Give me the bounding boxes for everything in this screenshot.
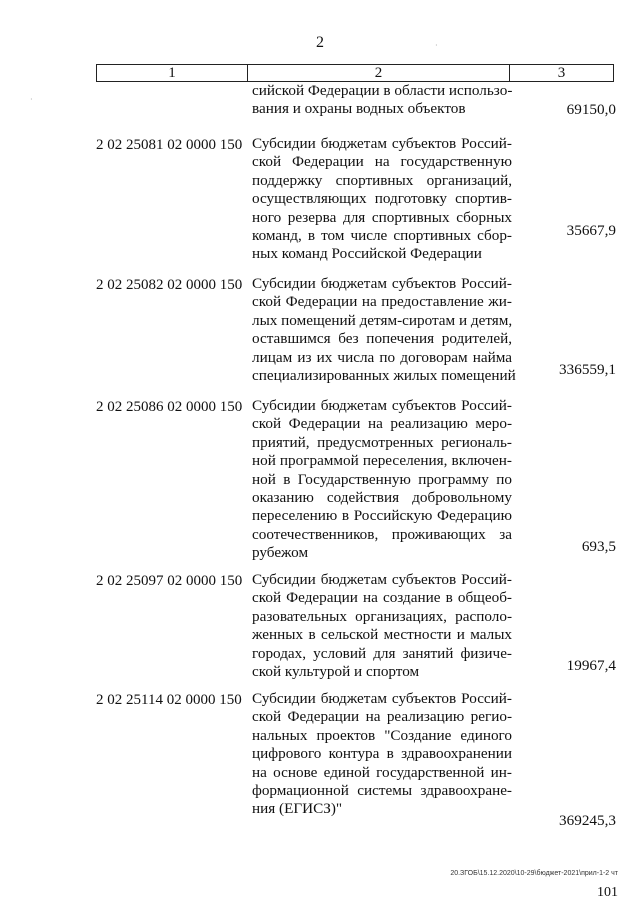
- document-reference: 20.ЗГОБ\15.12.2020\10-29\бюджет-2021\прил-1-2 чт: [450, 870, 618, 877]
- continuation-amount: 69150,0: [566, 101, 616, 118]
- row-amount: 35667,9: [566, 222, 616, 239]
- description-line: переселению в Российскую Федерацию: [252, 507, 512, 525]
- budget-code: 2 02 25082 02 0000 150: [96, 277, 243, 293]
- description-line: оставшимся без попечения родителей,: [252, 330, 512, 348]
- description-line: лых помещений детям-сиротам и детям,: [252, 311, 513, 329]
- sheet-number: 101: [597, 885, 618, 900]
- description-line: сийской Федерации в области использо-: [252, 82, 513, 99]
- description-line: городах, условий для занятий физиче-: [252, 644, 512, 662]
- description-line: лицам из их числа по договорам найма: [252, 348, 512, 366]
- description-line: формационной системы здравоохране-: [252, 782, 512, 800]
- description-line: ской Федерации на предоставление жи-: [252, 293, 512, 311]
- header-col-3: 3: [557, 65, 566, 81]
- scan-speck: ·: [30, 95, 33, 104]
- description-line: Субсидии бюджетам субъектов Россий-: [252, 397, 512, 414]
- budget-code: 2 02 25081 02 0000 150: [96, 137, 243, 153]
- description-line: специализированных жилых помещений: [252, 367, 516, 385]
- description-line: поддержку спортивных организаций,: [252, 171, 512, 189]
- description-line: команд, в том числе спортивных сбор-: [252, 227, 512, 245]
- description-line: Субсидии бюджетам субъектов Россий-: [252, 690, 512, 707]
- description-line: ской Федерации на создание в общеоб-: [252, 589, 512, 607]
- description-line: на основе единой государственной ин-: [252, 763, 512, 781]
- budget-code: 2 02 25114 02 0000 150: [96, 692, 242, 708]
- row-description: [252, 571, 512, 681]
- description-line: ской Федерации на реализацию меро-: [252, 415, 512, 433]
- description-line: оказанию содействия добровольному: [252, 489, 512, 507]
- header-col-1: 1: [97, 65, 248, 81]
- description-line: ской культурой и спортом: [252, 663, 420, 681]
- description-line: приятий, предусмотренных региональ-: [252, 433, 512, 451]
- row-description: [252, 275, 516, 385]
- row-amount: 369245,3: [559, 812, 616, 829]
- row-description: [252, 397, 512, 563]
- continuation-description: [252, 82, 512, 119]
- description-line: цифрового контура в здравоохранении: [252, 745, 512, 763]
- budget-code: 2 02 25097 02 0000 150: [96, 573, 243, 589]
- row-amount: 693,5: [581, 538, 616, 555]
- description-line: ния (ЕГИСЗ)": [252, 800, 343, 818]
- description-line: Субсидии бюджетам субъектов Россий-: [252, 135, 512, 152]
- description-line: ной в Государственную программу по: [252, 470, 512, 488]
- row-amount: 19967,4: [566, 657, 616, 674]
- description-line: ных команд Российской Федерации: [252, 245, 482, 263]
- description-line: нальных проектов "Создание единого: [252, 726, 512, 744]
- description-line: ской Федерации на государственную: [252, 153, 512, 171]
- description-line: рубежом: [252, 544, 309, 562]
- description-line: соотечественников, проживающих за: [252, 525, 512, 543]
- description-line: ской Федерации на реализацию регио-: [252, 708, 512, 726]
- row-description: [252, 135, 512, 264]
- description-line: вания и охраны водных объектов: [252, 100, 466, 118]
- page-number: 2: [316, 34, 324, 51]
- scan-speck: ·: [435, 41, 438, 50]
- description-line: Субсидии бюджетам субъектов Россий-: [252, 275, 512, 292]
- description-line: ного резерва для спортивных сборных: [252, 208, 512, 226]
- description-line: женных в сельской местности и малых: [252, 626, 512, 644]
- header-col-2: 2: [248, 65, 510, 81]
- description-line: Субсидии бюджетам субъектов Россий-: [252, 571, 512, 588]
- table-header: [96, 64, 614, 82]
- description-line: ной программой переселения, включен-: [252, 452, 512, 470]
- description-line: осуществляющих подготовку спортив-: [252, 190, 512, 208]
- row-description: [252, 690, 512, 819]
- description-line: разовательных организациях, располо-: [252, 607, 512, 625]
- row-amount: 336559,1: [559, 361, 616, 378]
- budget-code: 2 02 25086 02 0000 150: [96, 399, 243, 415]
